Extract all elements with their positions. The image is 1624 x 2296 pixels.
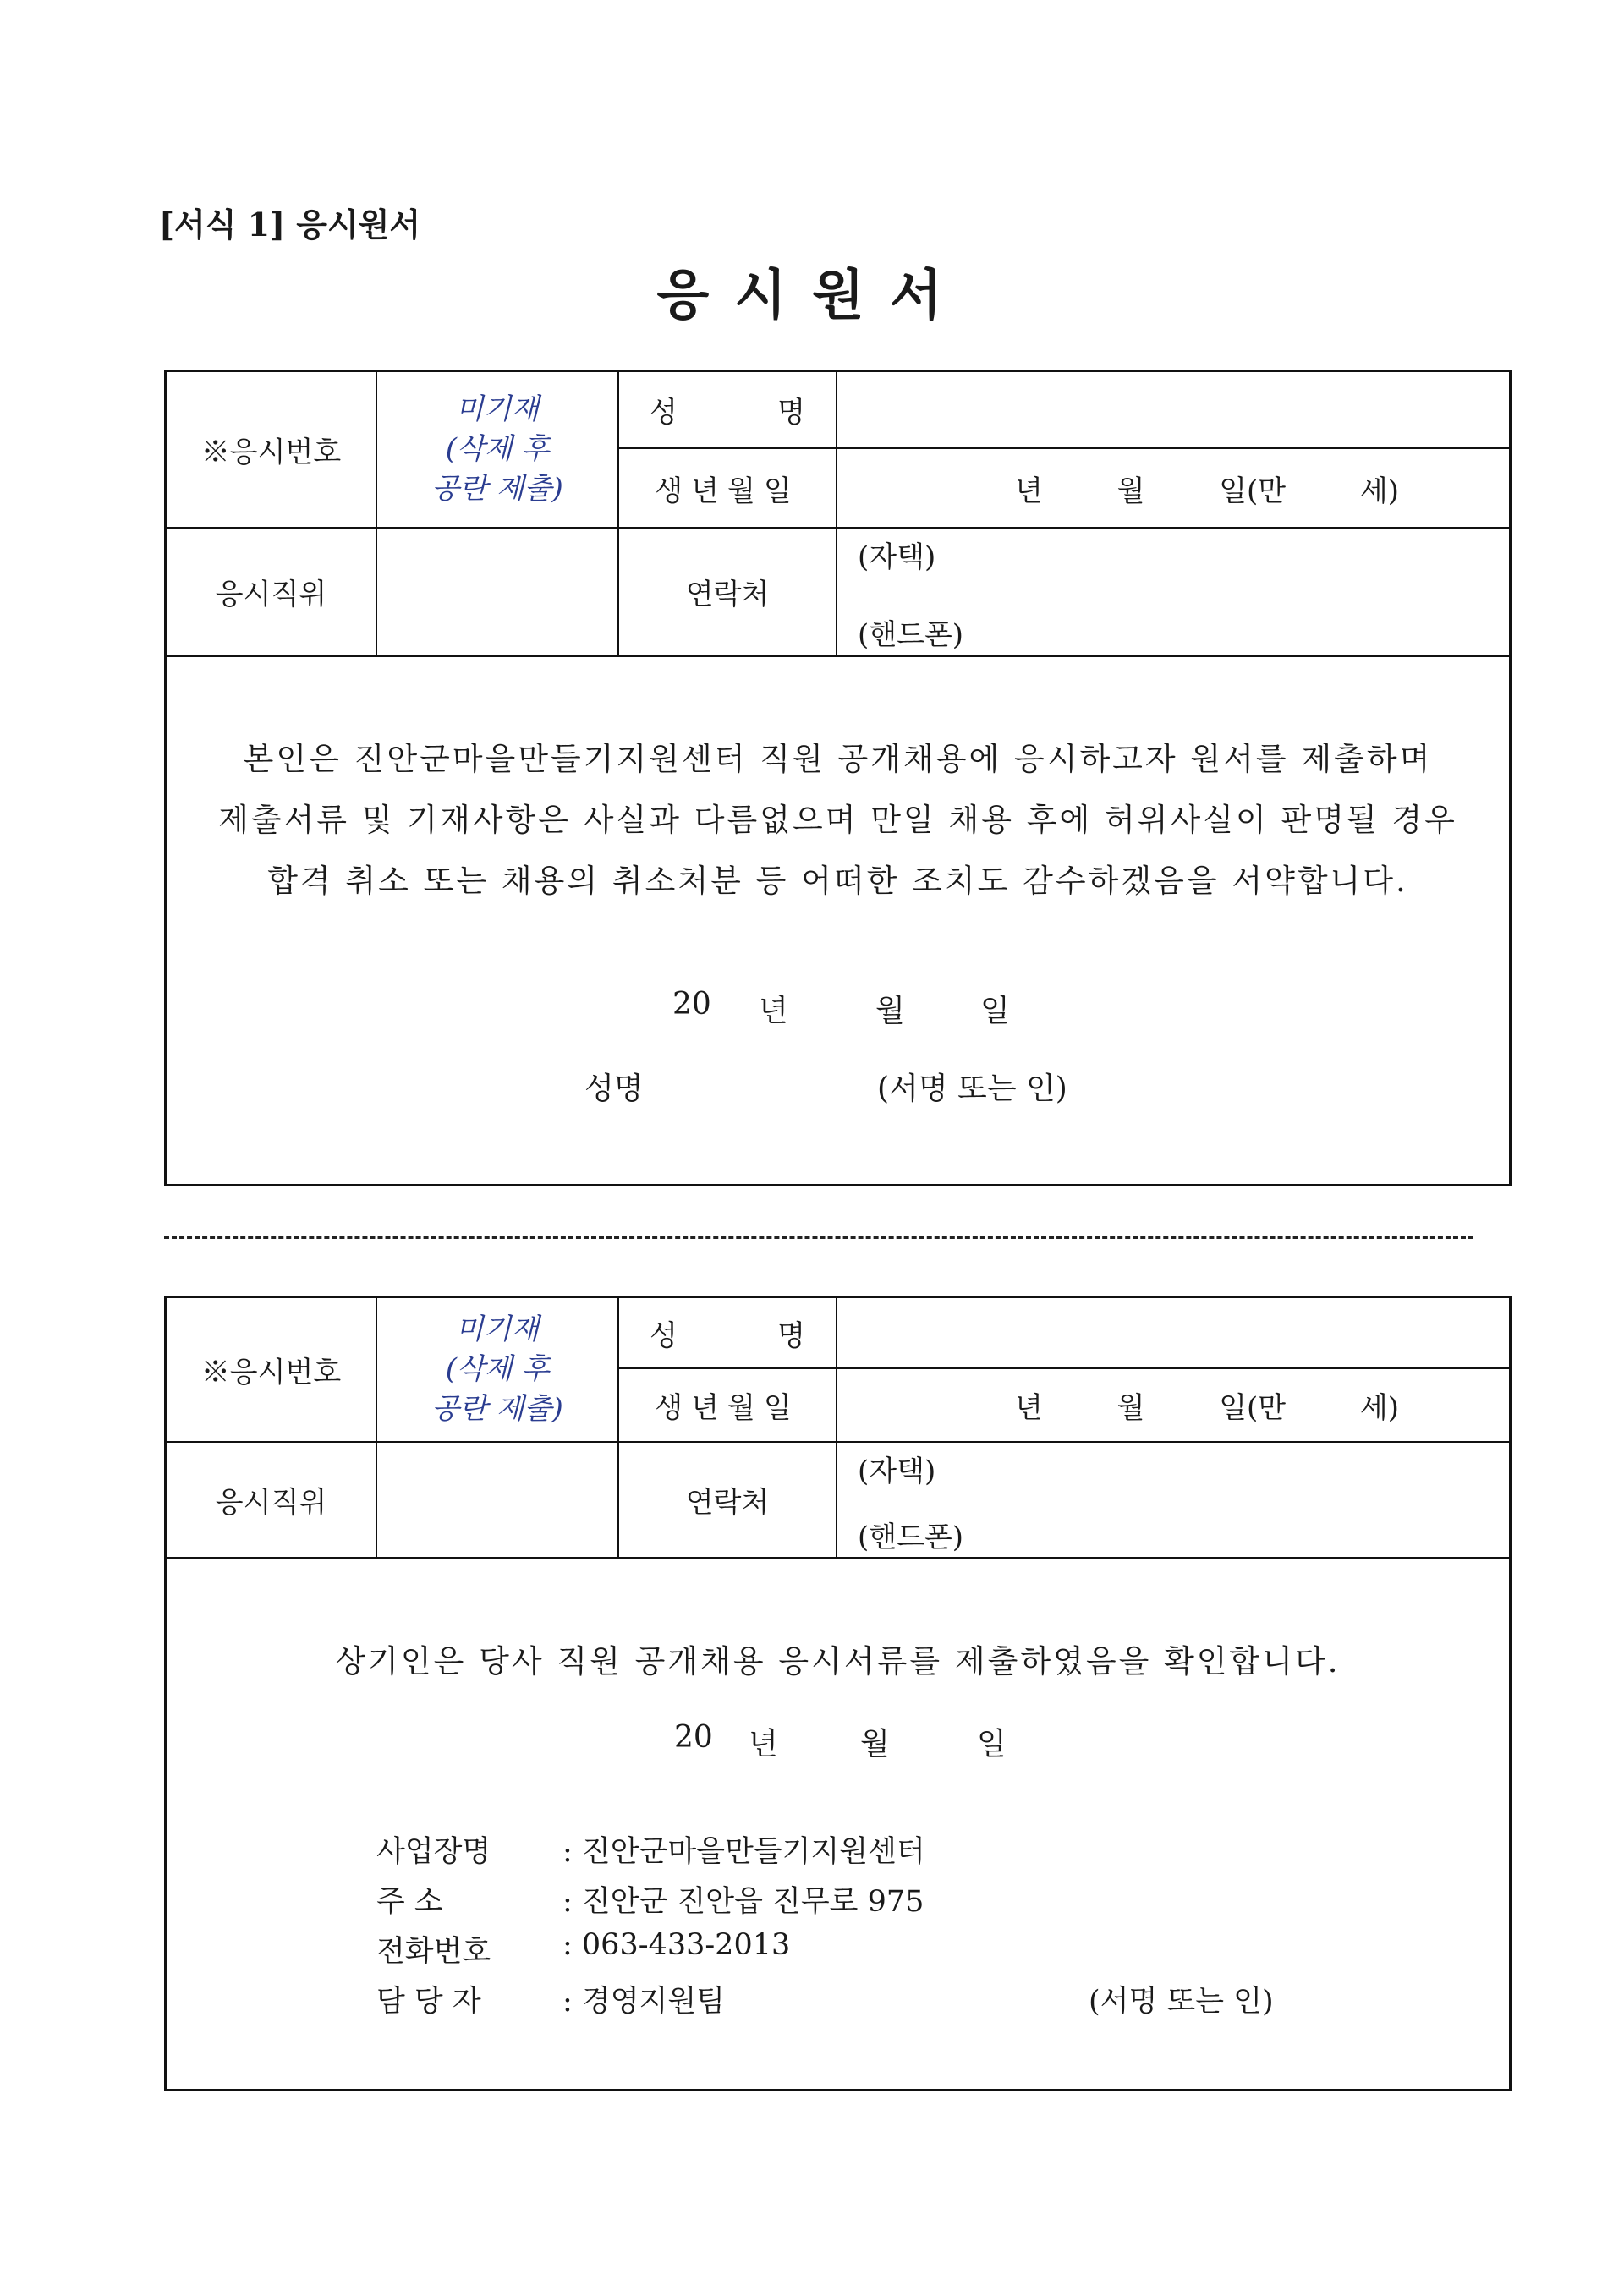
name-label-char: 명: [777, 396, 805, 430]
exam-number-handwritten-note: [377, 1298, 619, 1443]
date-month-unit: 월: [875, 994, 905, 1028]
business-name-value: : 진안군마을만들기지원센터: [562, 1835, 925, 1869]
date-day-unit: 일: [977, 1727, 1007, 1762]
birth-year-unit: 년: [1015, 474, 1043, 508]
name-field[interactable]: [837, 1298, 1509, 1369]
name-label: [619, 372, 837, 449]
contact-home-label: (자택): [858, 1455, 936, 1488]
exam-number-label: ※응시번호: [167, 372, 377, 529]
name-label-char: 성: [650, 396, 678, 430]
name-field[interactable]: [837, 372, 1509, 449]
contact-home-label: (자택): [858, 540, 936, 574]
contact-field[interactable]: [837, 529, 1509, 655]
pledge-line: 본인은 진안군마을만들기지원센터 직원 공개채용에 응시하고자 원서를 제출하며: [243, 741, 1433, 777]
name-label-char: 명: [777, 1318, 805, 1353]
age-unit: 세): [1359, 474, 1399, 508]
birth-month-unit: 월: [1116, 1391, 1145, 1425]
document-title: 응시원서: [656, 265, 968, 327]
date-day-unit: 일: [980, 994, 1010, 1028]
form-number-label: [서식 1] 응시원서: [159, 205, 421, 244]
handwritten-line: (삭제 후: [445, 432, 550, 467]
position-label: 응시직위: [167, 529, 377, 655]
receipt-confirmation-area: [167, 1559, 1509, 2151]
contact-mobile-label: (핸드폰): [858, 1521, 964, 1554]
position-label: 응시직위: [167, 1443, 377, 1557]
application-form-section: [164, 370, 1512, 1186]
name-label-char: 성: [650, 1318, 678, 1353]
birth-day-age-unit: 일(만: [1219, 1391, 1287, 1425]
phone-value: : 063-433-2013: [562, 1928, 791, 1962]
exam-number-handwritten-note: [377, 372, 619, 529]
manager-signature-hint: (서명 또는 인): [1089, 1985, 1274, 2019]
exam-number-label: ※응시번호: [167, 1298, 377, 1443]
manager-label: 담 당 자: [376, 1985, 481, 2019]
position-field[interactable]: [377, 1443, 619, 1557]
position-field[interactable]: [377, 529, 619, 655]
handwritten-line: 미기재: [455, 392, 540, 427]
contact-label: 연락처: [619, 529, 837, 655]
age-unit: 세): [1359, 1391, 1399, 1425]
receipt-form-section: [164, 1296, 1512, 2091]
birthdate-field[interactable]: [837, 449, 1509, 529]
pledge-line: 제출서류 및 기재사항은 사실과 다름없으며 만일 채용 후에 허위사실이 판명될 경우: [218, 802, 1457, 838]
pledge-area: [167, 657, 1509, 1266]
birth-year-unit: 년: [1015, 1391, 1043, 1425]
receipt-info-table: [167, 1298, 1509, 1559]
address-label: 주 소: [376, 1885, 443, 1919]
date-month-unit: 월: [860, 1727, 890, 1762]
handwritten-line: 미기재: [455, 1312, 540, 1347]
business-name-label: 사업장명: [376, 1835, 491, 1869]
birthdate-label: 생년월일: [619, 1369, 837, 1443]
date-year-prefix: 20: [672, 987, 711, 1022]
applicant-info-table: [167, 372, 1509, 657]
pledge-line: 합격 취소 또는 채용의 취소처분 등 어떠한 조치도 감수하겠음을 서약합니다.: [267, 863, 1408, 899]
address-value: : 진안군 진안읍 진무로 975: [562, 1885, 924, 1919]
birthdate-field[interactable]: [837, 1369, 1509, 1443]
signature-name-label: 성명: [584, 1071, 644, 1106]
handwritten-line: 공란 제출): [431, 471, 563, 506]
contact-field[interactable]: [837, 1443, 1509, 1557]
contact-label: 연락처: [619, 1443, 837, 1557]
birthdate-label: 생년월일: [619, 449, 837, 529]
contact-mobile-label: (핸드폰): [858, 618, 964, 652]
manager-value: : 경영지원팀: [562, 1985, 725, 2019]
date-year-unit: 년: [759, 994, 788, 1028]
signature-hint: (서명 또는 인): [877, 1071, 1067, 1106]
birth-day-age-unit: 일(만: [1219, 474, 1287, 508]
birth-month-unit: 월: [1116, 474, 1145, 508]
confirmation-text: 상기인은 당사 직원 공개채용 응시서류를 제출하였음을 확인합니다.: [335, 1643, 1341, 1680]
name-label: [619, 1298, 837, 1369]
handwritten-line: 공란 제출): [431, 1391, 563, 1426]
date-year-prefix: 20: [674, 1720, 713, 1755]
cut-line-divider: [164, 1236, 1473, 1239]
handwritten-line: (삭제 후: [445, 1352, 550, 1387]
date-year-unit: 년: [749, 1727, 778, 1762]
phone-label: 전화번호: [376, 1935, 491, 1969]
